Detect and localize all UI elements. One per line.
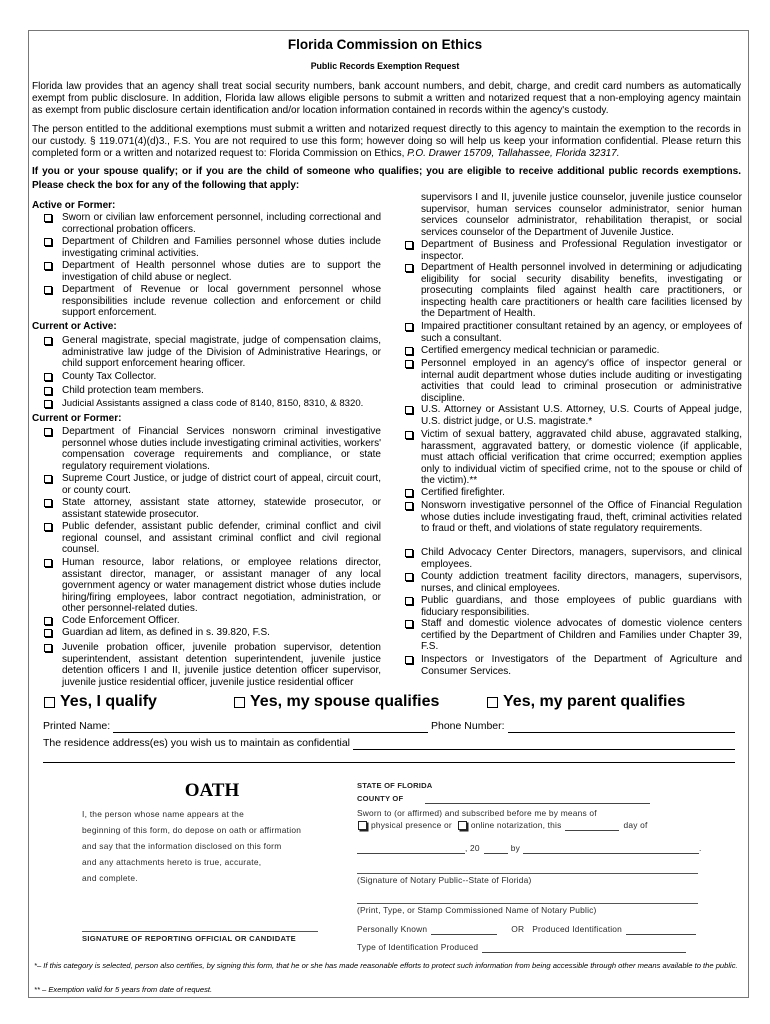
exemption-checkbox[interactable] (44, 238, 52, 246)
exemption-checkbox[interactable] (405, 264, 413, 272)
residence-address-field[interactable] (353, 738, 735, 750)
oath-line: and any attachments hereto is true, accurate, (82, 857, 262, 867)
exemption-label: Human resource, labor relations, or employee relations director, assistant director, manager, or assistant manager of any local government agency or water management district whose duties include hiring/firing employees, labor contract negotiation, administration, or other personnel-related duties. (62, 557, 381, 615)
exemption-option (405, 654, 742, 677)
exemption-option (44, 557, 381, 615)
exemption-checkbox[interactable] (405, 549, 413, 557)
parent-qualifies-label: Yes, my parent qualifies (503, 693, 686, 710)
spouse-qualifies-label: Yes, my spouse qualifies (250, 693, 440, 710)
exemption-label: State attorney, assistant state attorney, statewide prosecutor, or assistant statewide prosecutor. (62, 497, 381, 520)
exemption-label-continued: supervisors I and II, juvenile justice counselor, juvenile justice counselor supervisor, human services counselor administrator, senior human services counselor administrator, rehabilitation therapist, or social services counselor of the Department of Juvenile Justice. (421, 192, 742, 238)
exemption-option (405, 547, 742, 570)
submission-text: The person entitled to the additional exemptions must submit a written and notarized request directly to this agency to maintain the exemption to the records in our custody. § 119.071(4)(d)3., F.S. You are not required to use this form; however doing so will help us keep your information confidential. Please return this completed form or a written and notarized request to: Florida Commission on Ethics, (32, 124, 741, 159)
online-notarization-label: online notarization, this (470, 820, 562, 830)
phone-number-label: Phone Number: (431, 720, 505, 732)
intro-paragraph: Florida law provides that an agency shall treat social security numbers, bank account numbers, and debit, charge, and credit card numbers as automatically exempt from public disclosure. In addition, Florida law allows eligible persons to submit a written and notarized request that a non-employing agency maintain as exempt from public disclosure certain identification and/or location information contained in records within the agency's custody. (32, 81, 741, 116)
footnote-double-asterisk: ** – Exemption valid for 5 years from date of request. (34, 985, 213, 994)
exemption-checkbox[interactable] (44, 523, 52, 531)
month-field[interactable] (357, 844, 465, 854)
exemption-checkbox[interactable] (44, 373, 52, 381)
exemption-option (405, 321, 742, 344)
oath-title: OATH (184, 780, 240, 801)
exemption-label: Personnel employed in an agency's office of inspector general or internal audit department whose duties include auditing or investigating activities that could lead to criminal prosecution or administrative discipline. (421, 358, 742, 404)
exemption-label: Department of Business and Professional Regulation investigator or inspector. (421, 239, 742, 262)
spouse-qualifies-checkbox[interactable] (234, 697, 245, 708)
exemption-label: Department of Health personnel whose duties are to support the investigation of child abuse or neglect. (62, 260, 381, 283)
day-of-label: day of (623, 820, 648, 830)
exemption-option (44, 426, 381, 472)
online-notarization-checkbox[interactable] (458, 821, 467, 830)
residence-address-row (43, 737, 735, 750)
exemption-option (405, 487, 742, 499)
or-label: OR (511, 924, 525, 934)
exemption-checkbox[interactable] (44, 499, 52, 507)
exemption-option (44, 473, 381, 496)
official-signature-caption: SIGNATURE OF REPORTING OFFICIAL OR CANDIDATE (82, 934, 297, 943)
exemption-checkbox[interactable] (44, 286, 52, 294)
exemption-checkbox[interactable] (44, 475, 52, 483)
phone-number-field[interactable] (508, 721, 735, 733)
exemption-option (44, 521, 381, 556)
physical-presence-checkbox[interactable] (358, 821, 367, 830)
exemption-checkbox[interactable] (405, 347, 413, 355)
notary-signature-caption-row (357, 875, 531, 886)
exemption-label: Department of Health personnel involved in determining or adjudicating eligibility for social security disability benefits, investigating or prosecuting complaints filed against health care practitioners, or inspecting health care practitioners or health care facilities licensed by the Department of Health. (421, 262, 742, 320)
form-subtitle: Public Records Exemption Request (310, 61, 460, 71)
exemption-checkbox[interactable] (405, 360, 413, 368)
residence-address-field-line-2[interactable] (43, 762, 735, 763)
exemption-option (405, 571, 742, 594)
form-title: Florida Commission on Ethics (287, 37, 483, 52)
notary-name-caption: (Print, Type, or Stamp Commissioned Name of Notary Public) (357, 905, 597, 915)
phone-number-row (431, 720, 735, 733)
exemption-checkbox[interactable] (405, 241, 413, 249)
exemption-checkbox[interactable] (44, 337, 52, 345)
exemption-option (44, 260, 381, 283)
exemption-option (44, 371, 381, 383)
exemption-option (405, 358, 742, 404)
exemption-label: Inspectors or Investigators of the Department of Agriculture and Consumer Services. (421, 654, 742, 677)
notary-name-caption-row (357, 905, 597, 916)
notary-presence-line (357, 820, 648, 831)
exemption-option (44, 385, 381, 397)
exemption-label: Certified firefighter. (421, 487, 505, 498)
personally-known-label: Personally Known (357, 924, 428, 934)
printed-name-row (43, 720, 428, 733)
residence-address-label: The residence address(es) you wish us to maintain as confidential (43, 737, 350, 749)
notary-sworn-text: Sworn to (or affirmed) and subscribed before me by means of (357, 808, 597, 818)
exemption-label: Staff and domestic violence advocates of domestic violence centers certified by the Department of Children and Families under Chapter 39, F.S. (421, 618, 742, 653)
section-heading-current-or-former: Current or Former: (32, 413, 122, 424)
exemption-label: U.S. Attorney or Assistant U.S. Attorney, U.S. Courts of Appeal judge, U.S. district judge, or U.S. magistrate.* (421, 404, 742, 427)
day-field[interactable] (565, 821, 619, 831)
id-type-label: Type of Identification Produced (357, 942, 479, 952)
exemption-option (405, 404, 742, 427)
produced-identification-field[interactable] (626, 925, 696, 935)
exemption-checkbox[interactable] (44, 400, 52, 408)
oath-line: beginning of this form, do depose on oath or affirmation (82, 825, 302, 835)
exemption-option (44, 615, 381, 627)
exemption-option (405, 239, 742, 262)
affiant-name-field[interactable] (523, 844, 699, 854)
exemption-option (44, 398, 381, 410)
parent-qualifies-checkbox[interactable] (487, 697, 498, 708)
exemption-option (44, 236, 381, 259)
exemption-label: Sworn or civilian law enforcement personnel, including correctional and correctional probation officers. (62, 212, 381, 235)
personally-known-field[interactable] (431, 925, 497, 935)
exemption-checkbox[interactable] (405, 573, 413, 581)
mailing-address: P.O. Drawer 15709, Tallahassee, Florida 32317. (407, 148, 620, 159)
exemption-checkbox[interactable] (405, 597, 413, 605)
exemption-label: Child protection team members. (62, 385, 204, 396)
produced-identification-label: Produced Identification (532, 924, 623, 934)
exemption-label: County Tax Collector. (62, 371, 157, 382)
exemption-label: County addiction treatment facility directors, managers, supervisors, nurses, and clinical employees. (421, 571, 742, 594)
printed-name-label: Printed Name: (43, 720, 111, 732)
exemption-label: General magistrate, special magistrate, judge of compensation claims, administrative law judge of the Division of Administrative Hearings, or child support enforcement hearing officer. (62, 335, 381, 370)
exemption-checkbox[interactable] (44, 644, 52, 652)
exemption-label: Child Advocacy Center Directors, managers, supervisors, and clinical employees. (421, 547, 742, 570)
id-type-field[interactable] (482, 943, 686, 953)
exemption-option (44, 284, 381, 319)
exemption-label: Victim of sexual battery, aggravated child abuse, aggravated stalking, harassment, aggravated battery, or domestic violence (if applicable, must attach official verification that crime occurred; exemption applies only to individual victim of specified crime, not to the spouse or child of the victim).** (421, 429, 742, 487)
exemption-checkbox[interactable] (44, 559, 52, 567)
exemption-option (44, 212, 381, 235)
exemption-option (44, 642, 381, 688)
notary-signature-caption: (Signature of Notary Public--State of Florida) (357, 875, 532, 885)
oath-line: and complete. (82, 873, 138, 883)
exemption-checkbox[interactable] (44, 214, 52, 222)
year-prefix: , 20 (465, 843, 480, 853)
by-label: by (510, 843, 521, 853)
exemption-checkbox[interactable] (44, 387, 52, 395)
oath-line: and say that the information disclosed on this form (82, 841, 282, 851)
eligibility-instructions: If you or your spouse qualify; or if you are the child of someone who qualifies; you are eligible to receive additional public records exemptions. Please check the box for any of the following that apply: (32, 166, 741, 191)
exemption-option (405, 500, 742, 535)
footnote-single-asterisk: *– If this category is selected, person also certifies, by signing this form, that he or she has made reasonable efforts to protect such information from being accessible through other means available to the public. (34, 961, 738, 970)
exemption-checkbox[interactable] (44, 629, 52, 637)
exemption-option (405, 595, 742, 618)
exemption-checkbox[interactable] (405, 323, 413, 331)
exemption-label: Certified emergency medical technician or paramedic. (421, 345, 660, 356)
exemption-label: Department of Financial Services nonsworn criminal investigative personnel whose duties include investigating criminal activities, workers' compensation coverage requirements and compliance, or state regulatory requirement violations. (62, 426, 381, 472)
exemption-checkbox[interactable] (405, 620, 413, 628)
year-field[interactable] (484, 844, 508, 854)
exemption-option (44, 335, 381, 370)
exemption-label: Supreme Court Justice, or judge of district court of appeal, circuit court, or county court. (62, 473, 381, 496)
exemption-checkbox[interactable] (405, 656, 413, 664)
notary-name-field[interactable] (357, 903, 698, 904)
physical-presence-label: physical presence or (371, 820, 452, 830)
i-qualify-checkbox[interactable] (44, 697, 55, 708)
printed-name-field[interactable] (113, 721, 428, 733)
notary-identification-line (357, 924, 696, 935)
notary-state-heading: STATE OF FLORIDA (357, 781, 433, 790)
exemption-option (405, 262, 742, 320)
section-heading-active-or-former: Active or Former: (32, 200, 116, 211)
exemption-checkbox[interactable] (405, 489, 413, 497)
exemption-label: Guardian ad litem, as defined in s. 39.820, F.S. (62, 627, 270, 638)
exemption-label: Impaired practitioner consultant retained by an agency, or employees of such a consultant. (421, 321, 742, 344)
notary-signature-field[interactable] (357, 873, 698, 874)
i-qualify-label: Yes, I qualify (60, 693, 157, 710)
exemption-label: Code Enforcement Officer. (62, 615, 180, 626)
exemption-checkbox[interactable] (44, 262, 52, 270)
exemption-checkbox[interactable] (405, 431, 413, 439)
exemption-checkbox[interactable] (44, 617, 52, 625)
exemption-label: Department of Revenue or local government personnel whose responsibilities include revenue collection and enforcement or child support enforcement. (62, 284, 381, 319)
exemption-label: Juvenile probation officer, juvenile probation supervisor, detention superintendent, assistant detention superintendent, juvenile justice detention officers I and II, juvenile justice detention officer supervisor, juvenile justice residential officer, juvenile justice residential officer (62, 642, 381, 688)
section-heading-current-or-active: Current or Active: (32, 321, 117, 332)
exemption-checkbox[interactable] (405, 406, 413, 414)
notary-id-type-line (357, 942, 686, 953)
exemption-option (44, 497, 381, 520)
exemption-checkbox[interactable] (405, 502, 413, 510)
exemption-label: Public defender, assistant public defender, criminal conflict and civil regional counsel, and assistant criminal conflict and civil regional counsel. (62, 521, 381, 556)
exemption-label: Department of Children and Families personnel whose duties include investigating criminal activities. (62, 236, 381, 259)
notary-sworn-line (357, 808, 597, 819)
exemption-label: Nonsworn investigative personnel of the Office of Financial Regulation whose duties include investigating fraud, theft, criminal activities related to fraud or theft, and violations of state regulatory requirements. (421, 500, 742, 535)
exemption-option (405, 429, 742, 487)
exemption-option (405, 618, 742, 653)
county-field[interactable] (425, 803, 650, 804)
exemption-label: Public guardians, and those employees of public guardians with fiduciary responsibilities. (421, 595, 742, 618)
exemption-checkbox[interactable] (44, 428, 52, 436)
date-line-period: . (699, 843, 702, 853)
submission-paragraph (32, 124, 741, 160)
official-signature-field[interactable] (82, 931, 318, 932)
notary-date-line (357, 843, 702, 854)
exemption-option (405, 345, 742, 357)
oath-line: I, the person whose name appears at the (82, 809, 244, 819)
notary-county-heading: COUNTY OF (357, 794, 404, 803)
exemption-option (44, 627, 381, 639)
oath-statement (82, 806, 301, 886)
exemption-label: Judicial Assistants assigned a class code of 8140, 8150, 8310, & 8320. (62, 398, 364, 409)
